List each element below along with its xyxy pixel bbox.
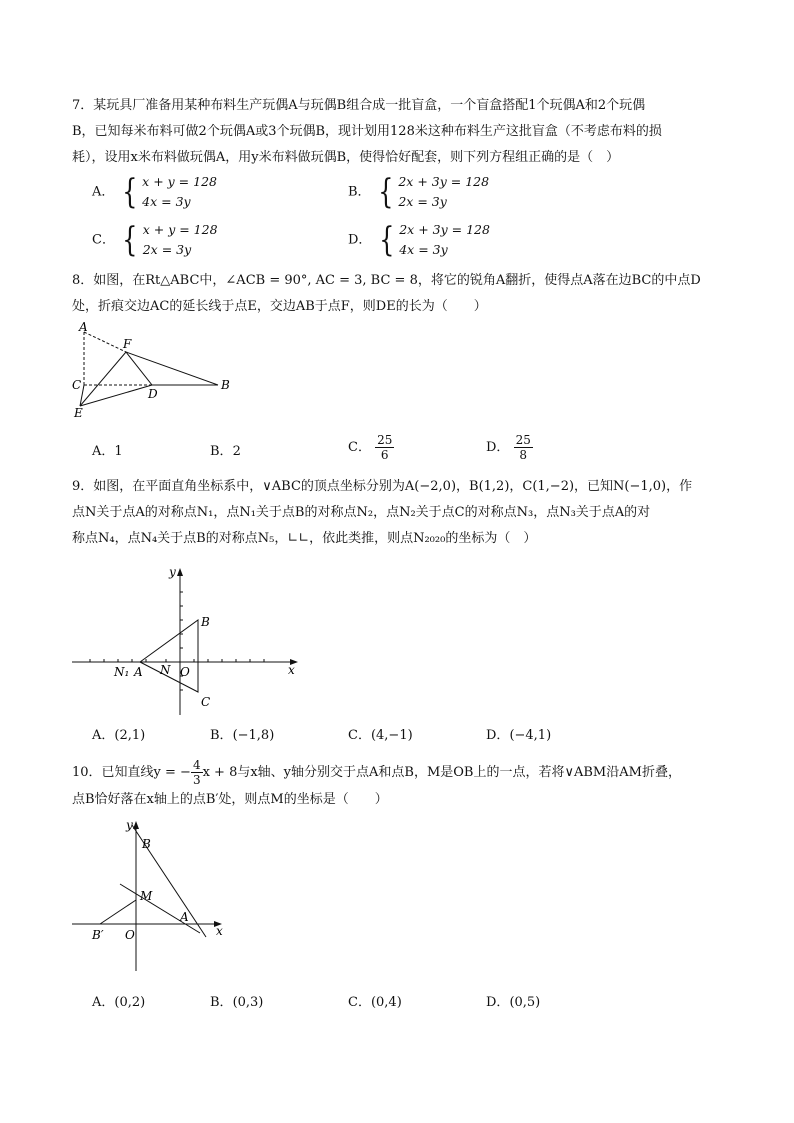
q9-option-a[interactable] [92,724,145,743]
segment-b-prime-m [100,900,136,924]
point-label-b-prime: B′ [92,928,104,942]
q10-option-c[interactable] [348,991,402,1010]
question-9 [72,474,728,552]
option-label: C． [348,728,371,743]
option-value: (2,1) [114,728,146,743]
q8-option-d[interactable] [486,433,533,462]
axis-label-x: x [288,663,295,677]
option-value: 1 [114,444,123,459]
option-label: D． [486,995,510,1010]
brace-icon: { [378,220,394,260]
fraction: $\frac{25}{6}$ [377,433,393,462]
fold-line-fe [80,352,126,406]
option-label: D． [348,232,372,248]
question-7 [72,93,728,171]
axis-label-y: y [126,818,133,832]
equation: 2x = 3y [398,194,447,209]
y-axis-arrow-icon [177,568,183,576]
q9-text-line-3: 称点N₄，点N₄关于点B的对称点N₅，∟∟，依此类推，则点N₂₀₂₀的坐标为（ ） [72,531,537,546]
point-label-o: O [180,665,190,679]
equation: 2x + 3y = 128 [398,174,490,189]
option-value: (−1,8) [232,728,275,743]
brace-icon: { [121,172,137,212]
point-label-c: C [201,695,211,709]
option-label: B． [210,728,233,743]
equation-system [119,172,217,212]
point-label-f: F [123,337,132,351]
equation: x + y = 128 [142,222,218,237]
option-label: A． [92,184,115,200]
q7-text-line-2: B，已知每米布料可做2个玩偶A或3个玩偶B，现计划用128米这种布料生产这批盲盒（不考虑布料的损 [72,124,662,139]
axis-label-x: x [216,924,223,938]
option-label: C． [348,440,371,455]
equation: 4x = 3y [399,242,448,257]
equation: x + y = 128 [142,174,217,189]
q7-option-a[interactable] [92,172,217,212]
triangle-abc [140,620,198,692]
option-label: C． [92,232,115,248]
de-segment [80,385,152,406]
option-label: B． [210,995,233,1010]
option-value: (4,−1) [370,728,413,743]
option-label: A． [92,728,115,743]
equation: 2x + 3y = 128 [399,222,490,237]
fold-line-am [120,884,200,933]
q9-coordinate-figure [70,560,310,720]
point-label-a: A [134,665,143,679]
option-label: C． [348,995,371,1010]
point-label-m: M [140,889,153,903]
q10-option-b[interactable] [210,991,263,1010]
point-label-n: N [160,663,171,677]
point-label-b: B [221,378,230,392]
q7-option-c[interactable] [92,220,218,260]
question-10 [72,758,728,813]
option-label: D． [486,728,510,743]
q9-text-line-2: 点N关于点A的对称点N₁，点N₁关于点B的对称点N₂，点N₂关于点C的对称点N₃，点N₃关于点A的对 [72,505,651,520]
point-label-o: O [125,928,135,942]
option-label: A． [92,444,115,459]
point-label-c: C [72,378,82,392]
q9-option-b[interactable] [210,724,274,743]
option-label: A． [92,995,115,1010]
q7-option-b[interactable] [348,172,489,212]
fb-segment [126,352,218,385]
option-label: D． [486,440,510,455]
q8-option-a[interactable] [92,440,123,459]
fraction: $\frac{4}{3}$ [192,758,201,787]
point-label-n1: N₁ [114,665,130,679]
option-value: (0,5) [509,995,541,1010]
option-value: (0,3) [232,995,264,1010]
dashed-af-segment [84,332,126,352]
brace-icon: { [377,172,394,212]
q10-coordinate-figure [70,815,240,975]
q8-text-line-1: 8．如图，在Rt△ABC中，∠ACB = 90°, AC = 3, BC = 8，将它的锐角A翻折，使得点A落在边BC的中点D [72,273,701,288]
point-label-b: B [142,837,151,851]
option-label: B． [348,184,371,200]
equation-system [376,220,490,260]
equation: 2x = 3y [142,242,192,257]
q8-option-b[interactable] [210,440,241,459]
q9-option-d[interactable] [486,724,551,743]
fraction: $\frac{25}{8}$ [515,433,531,462]
option-value: (0,2) [114,995,146,1010]
question-8 [72,268,728,320]
q8-option-c[interactable] [348,433,394,462]
equation: 4x = 3y [142,194,191,209]
option-label: B． [210,444,233,459]
q9-text-line-1: 9．如图，在平面直角坐标系中，∨ABC的顶点坐标分别为A(−2,0)，B(1,2)，C(1,−2)，已知N(−1,0)，作 [72,479,693,494]
point-label-e: E [74,406,83,420]
q8-triangle-figure [68,318,248,422]
option-value: (0,4) [370,995,402,1010]
point-label-a: A [79,320,88,334]
option-value: (−4,1) [509,728,552,743]
q7-text-line-1: 7．某玩具厂准备用某种布料生产玩偶A与玩偶B组合成一批盲盒，一个盲盒搭配1个玩偶A和2个玩偶 [72,98,646,113]
option-value: 2 [232,444,241,459]
equation-system [375,172,489,212]
brace-icon: { [122,220,138,260]
point-label-a: A [180,910,189,924]
q10-text-line-1: 10．已知直线y = − $\frac{4}{3}$ x + 8与x轴、y轴分别交于点A和点B，M是OB上的一点，若将∨ABM沿AM折叠， [72,758,681,787]
q7-text-line-3: 耗），设用x米布料做玩偶A，用y米布料做玩偶B，使得恰好配套，则下列方程组正确的是（ ） [72,150,620,165]
q10-option-d[interactable] [486,991,540,1010]
q8-text-line-2: 处，折痕交边AC的延长线于点E，交边AB于点F，则DE的长为（ ） [72,299,487,314]
equation-system [119,220,217,260]
point-label-b: B [201,615,210,629]
axis-label-y: y [169,565,176,579]
point-label-d: D [148,387,158,401]
q7-option-d[interactable] [348,220,490,260]
q9-option-c[interactable] [348,724,413,743]
q10-text-line-2: 点B恰好落在x轴上的点B′处，则点M的坐标是（ ） [72,792,388,807]
q10-option-a[interactable] [92,991,145,1010]
